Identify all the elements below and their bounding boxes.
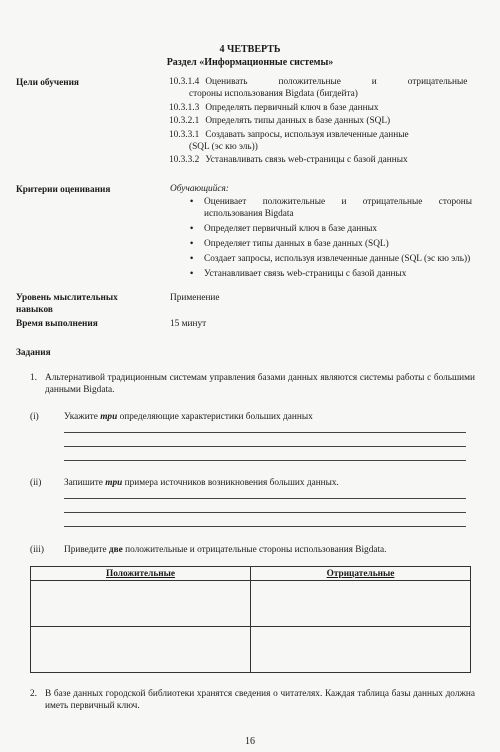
answer-line[interactable] [64, 446, 466, 447]
table-cell-positive[interactable] [31, 581, 251, 627]
criteria-item: • Оценивает положительные и отрицательные стороны использования Bigdata [190, 196, 472, 220]
subquestion-text-after: примера источников возникновения больших данных. [122, 478, 339, 488]
subquestion-number: (ii) [30, 478, 42, 488]
subquestion-emphasis: три [105, 478, 123, 488]
goal-text-cont: (SQL (эс кю эль)) [189, 141, 258, 152]
quarter-title: 4 ЧЕТВЕРТЬ [219, 44, 281, 55]
subquestion-text [64, 477, 474, 489]
subquestion-text-after: положительные и отрицательные стороны использования Bigdata. [122, 545, 387, 555]
question-number: 2. [30, 689, 37, 699]
subquestion-number: (iii) [30, 545, 44, 555]
goal-code: 10.3.2.1 [169, 116, 200, 126]
criteria-label: Критерии оценивания [16, 185, 111, 195]
goal-code: 10.3.3.2 [169, 155, 200, 165]
goal-item [169, 129, 474, 153]
goal-item [169, 76, 474, 100]
criteria-item: • Определяет типы данных в базе данных (SQL) [190, 238, 472, 250]
criteria-item: • Создает запросы, используя извлеченные данные (SQL (эс кю эль)) [190, 253, 472, 265]
goal-item [169, 115, 474, 127]
table-cell-negative[interactable] [251, 581, 471, 627]
table-row [31, 581, 471, 627]
answer-line[interactable] [64, 512, 466, 513]
goal-text: Определять первичный ключ в базе данных [205, 102, 379, 113]
goal-text: Устанавливать связь web-страницы с базой данных [205, 155, 408, 165]
goal-code: 10.3.3.1 [169, 129, 200, 140]
subquestion-text-before: Приведите [64, 545, 109, 555]
subquestion-text [64, 544, 474, 556]
subquestion-text-before: Запишите [64, 478, 106, 488]
subquestion-emphasis: две [108, 545, 123, 555]
criteria-item: • Устанавливает связь web-страницы с базой данных [190, 268, 472, 280]
table-header-positive: Положительные [31, 567, 251, 581]
thinking-value: Применение [170, 293, 220, 303]
goals-label: Цели обучения [16, 78, 79, 88]
goal-item [169, 102, 474, 114]
page-number: 16 [245, 736, 255, 747]
criteria-list [190, 196, 472, 283]
subquestion-text [64, 411, 474, 423]
thinking-label-line2: навыков [16, 305, 53, 315]
criteria-intro: Обучающийся: [170, 184, 229, 194]
subquestion-text-after: определяющие характеристики больших данных [117, 412, 313, 422]
time-label: Время выполнения [16, 319, 98, 329]
subquestion-emphasis: три [100, 412, 118, 422]
thinking-label-line1: Уровень мыслительных [16, 293, 118, 303]
goal-code: 10.3.1.4 [169, 77, 200, 87]
answer-line[interactable] [64, 498, 466, 499]
table-cell-positive[interactable] [31, 627, 251, 673]
time-value: 15 минут [170, 319, 207, 329]
thinking-label [16, 292, 166, 316]
goal-item [169, 154, 474, 166]
criteria-item: • Определяет первичный ключ в базе данных [190, 223, 472, 235]
question-text: В базе данных городской библиотеки хранятся сведения о читателях. Каждая таблица базы данных должна иметь первичный ключ. [45, 689, 475, 711]
table-header-row [31, 567, 471, 581]
goal-text: Оценивать положительные и отрицательные [205, 77, 468, 87]
answer-line[interactable] [64, 526, 466, 527]
section-title: Раздел «Информационные системы» [166, 57, 334, 68]
question-number: 1. [30, 373, 37, 383]
goal-text: Создавать запросы, используя извлеченные данные [205, 129, 409, 140]
goals-list [169, 76, 474, 168]
goal-text: Определять типы данных в базе данных (SQL) [205, 116, 391, 126]
tasks-heading: Задания [16, 348, 51, 358]
answer-line[interactable] [64, 432, 466, 433]
subquestion-text-before: Укажите [64, 412, 101, 422]
goal-text-cont: стороны использования Bigdata (бигдейта) [189, 89, 358, 99]
table-cell-negative[interactable] [251, 627, 471, 673]
table-header-negative: Отрицательные [251, 567, 471, 581]
subquestion-number: (i) [30, 412, 39, 422]
answer-line[interactable] [64, 460, 466, 461]
table-row [31, 627, 471, 673]
pros-cons-table [30, 566, 471, 673]
goal-code: 10.3.1.3 [169, 102, 200, 113]
question-text: Альтернативой традиционным системам управления базами данных являются системы работы с большими данными Bigdata. [45, 373, 475, 395]
